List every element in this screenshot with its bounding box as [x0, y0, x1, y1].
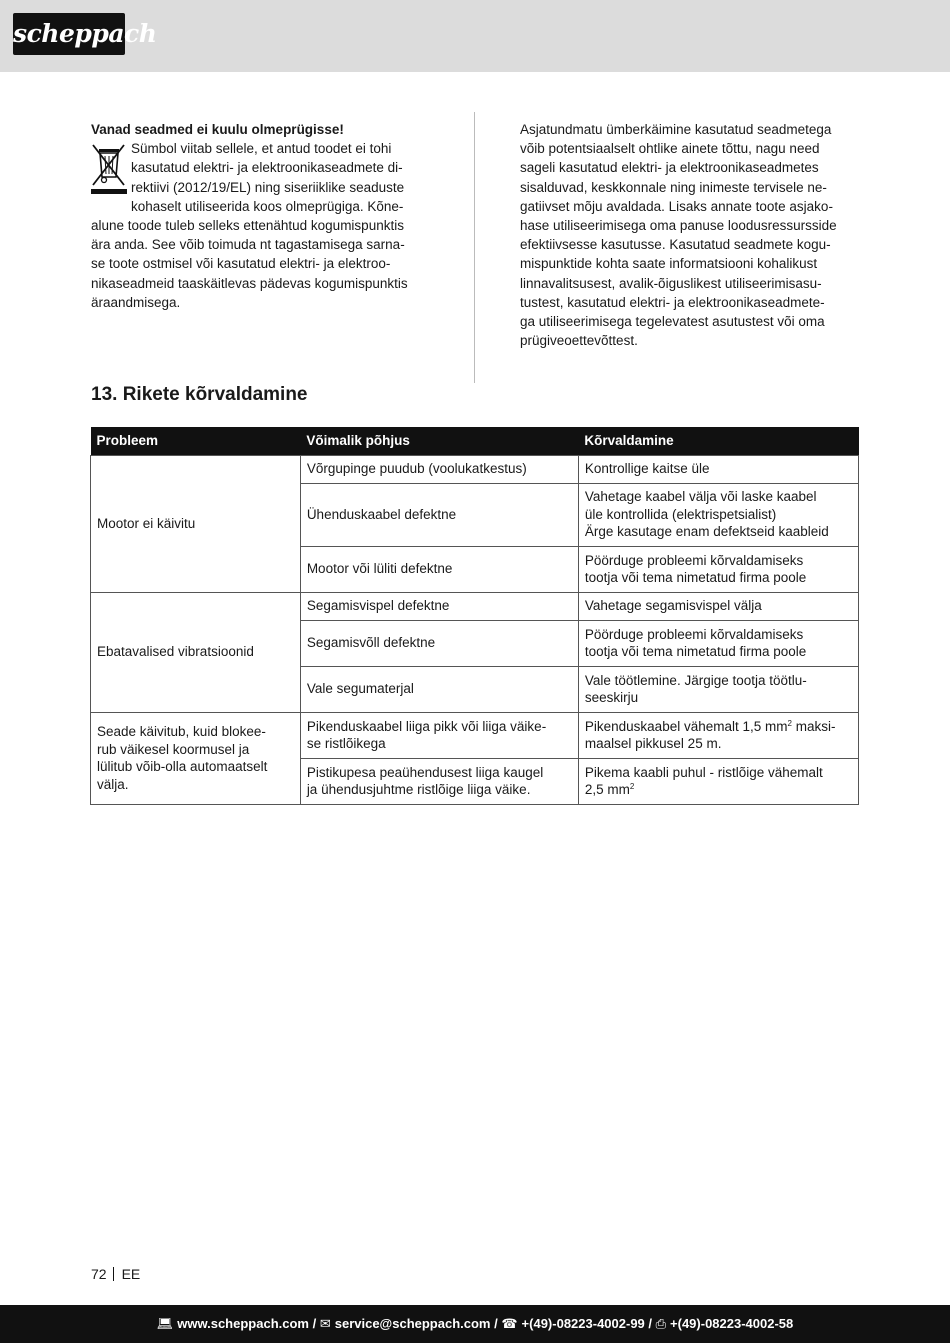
cause-cell: Vale segumaterjal [300, 666, 578, 712]
problem-cell [91, 712, 301, 804]
cause-cell [300, 758, 578, 804]
disposal-notice [91, 120, 430, 312]
remedy-line: tootja või tema nimetatud firma poole [584, 570, 807, 585]
problem-cell: Ebatavalised vibratsioonid [91, 592, 301, 712]
info-line: sageli kasutatud elektri- ja elektroonikaseadmetes [520, 160, 819, 176]
remedy-line: tootja või tema nimetatud firma poole [584, 644, 807, 659]
cause-line: ja ühendusjuhtme ristlõige liiga väike. [306, 782, 531, 797]
header-band [0, 0, 950, 72]
page-number-value: 72 [91, 1266, 107, 1282]
header-remedy: Kõrvaldamine [578, 427, 858, 455]
remedy-line: üle kontrollida (elektrispetsialist) [584, 506, 777, 522]
info-line: ga utiliseerimisega tegelevatest asutustest või oma [520, 314, 825, 330]
info-line: linnavalitsusest, avalik-õiguslikest utiliseerimisasu- [520, 275, 822, 291]
remedy-line: maalsel pikkusel 25 m. [584, 736, 722, 751]
remedy-cell [578, 712, 858, 758]
cause-line: Pikenduskaabel liiga pikk või liiga väike- [306, 718, 547, 734]
remedy-cell [578, 620, 858, 666]
remedy-cell: Kontrollige kaitse üle [578, 455, 858, 483]
footer-web-link[interactable]: www.scheppach.com [177, 1316, 309, 1331]
notice-body [91, 139, 430, 312]
footer-email-link[interactable]: service@scheppach.com [334, 1316, 491, 1331]
remedy-line [585, 781, 852, 799]
problem-cell: Mootor ei käivitu [91, 455, 301, 592]
remedy-line: Ärge kasutage enam defektseid kaableid [584, 524, 829, 540]
cause-cell [300, 712, 578, 758]
cause-cell: Segamisvõll defektne [300, 620, 578, 666]
remedy-cell [578, 666, 858, 712]
problem-line: Seade käivitub, kuid blokee- [97, 724, 266, 739]
cause-cell: Segamisvispel defektne [300, 592, 578, 620]
weee-block [91, 139, 430, 312]
remedy-text: Pikenduskaabel vähemalt 1,5 mm [584, 718, 788, 734]
footer-separator: / [490, 1316, 502, 1331]
superscript: 2 [629, 782, 635, 791]
notice-line: Sümbol viitab sellele, et antud toodet ei tohi [131, 141, 392, 157]
problem-line: välja. [97, 776, 129, 792]
notice-title: Vanad seadmed ei kuulu olmeprügisse! [91, 122, 344, 137]
problem-line: rub väikesel koormusel ja [97, 741, 250, 757]
remedy-cell [578, 483, 858, 546]
footer-contact-bar [0, 1305, 950, 1343]
page-language: EE [121, 1266, 141, 1282]
remedy-line: Pöörduge probleemi kõrvaldamiseks [584, 626, 804, 642]
notice-line: kasutatud elektri- ja elektroonikaseadmete di- [131, 160, 403, 176]
info-line: prügiveoettevõttest. [520, 333, 638, 349]
problem-line: lülitub võib-olla automaatselt [97, 759, 268, 774]
page-separator [113, 1267, 114, 1281]
info-line: Asjatundmatu ümberkäimine kasutatud seadmetega [520, 122, 832, 137]
scheppach-logo: scheppach [13, 13, 125, 55]
remedy-text: maksi- [791, 718, 836, 734]
remedy-line: Pöörduge probleemi kõrvaldamiseks [584, 552, 804, 568]
fax-icon: ⎙ [655, 1316, 667, 1331]
notice-line: äraandmisega. [91, 294, 181, 310]
header-problem: Probleem [91, 427, 301, 455]
remedy-text: 2,5 mm [584, 782, 630, 797]
remedy-line: Pikema kaabli puhul - ristlõige vähemalt [584, 764, 823, 780]
cause-line: Pistikupesa peaühendusest liiga kaugel [306, 764, 544, 780]
column-divider [474, 112, 475, 383]
computer-icon: 💻︎ [156, 1316, 174, 1331]
remedy-line: Vahetage kaabel välja või laske kaabel [584, 489, 817, 505]
table-row [91, 712, 859, 758]
info-line: gatiivset mõju avaldada. Lisaks annate toote asjako- [520, 198, 833, 214]
notice-line: rektiivi (2012/19/EL) ning siseriiklike seaduste [131, 179, 405, 195]
notice-line: ära anda. See võib toimuda nt tagastamisega sarna- [91, 237, 405, 253]
remedy-cell [578, 758, 858, 804]
info-line: hase utiliseerimisega oma panuse loodusressursside [520, 218, 837, 234]
remedy-cell: Vahetage segamisvispel välja [578, 592, 858, 620]
cause-cell: Ühenduskaabel defektne [300, 483, 578, 546]
cause-line: se ristlõikega [306, 736, 386, 751]
superscript: 2 [787, 718, 792, 728]
cause-cell: Mootor või lüliti defektne [300, 546, 578, 592]
header-cause: Võimalik põhjus [300, 427, 578, 455]
remedy-line: seeskirju [584, 690, 639, 705]
phone-icon: ☎︎ [501, 1316, 518, 1331]
info-line: sisalduvad, keskkonnale ning inimeste tervisele ne- [520, 179, 827, 195]
table-row [91, 592, 859, 620]
remedy-cell [578, 546, 858, 592]
info-line: mispunktide kohta saate informatsiooni kohalikust [520, 256, 818, 272]
remedy-line: Vale töötlemine. Järgige tootja töötlu- [584, 672, 807, 688]
info-line: tustest, kasutatud elektri- ja elektroonikaseadmete- [520, 294, 825, 310]
notice-line: se toote ostmisel või kasutatud elektri- ja elektroo- [91, 256, 391, 272]
cause-cell: Võrgupinge puudub (voolukatkestus) [300, 455, 578, 483]
notice-line: nikaseadmeid taaskäitlevas pädevas kogumispunktis [91, 275, 408, 291]
table-header-row [91, 427, 859, 455]
info-line: efektiivsesse kasutusse. Kasutatud seadmete kogu- [520, 237, 831, 253]
mail-icon: ✉︎ [319, 1316, 331, 1331]
notice-line: alune toode tuleb selleks ettenähtud kogumispunktis [91, 218, 404, 234]
footer-separator: / [308, 1316, 320, 1331]
crossed-out-wheelie-bin-icon [91, 141, 127, 195]
troubleshooting-table [90, 427, 859, 805]
table-row [91, 455, 859, 483]
info-line: võib potentsiaalselt ohtlike ainete tõttu, nagu need [520, 141, 820, 157]
remedy-line [585, 718, 852, 736]
footer-separator: / [644, 1316, 656, 1331]
section-title: 13. Rikete kõrvaldamine [91, 384, 308, 405]
notice-line: kohaselt utiliseerida koos olmeprügiga. Kõne- [131, 198, 404, 214]
footer-fax: +(49)-08223-4002-58 [670, 1316, 794, 1331]
footer-contacts [157, 1316, 794, 1331]
disposal-info [520, 120, 859, 350]
footer-phone: +(49)-08223-4002-99 [521, 1316, 645, 1331]
page-number [91, 1266, 140, 1282]
